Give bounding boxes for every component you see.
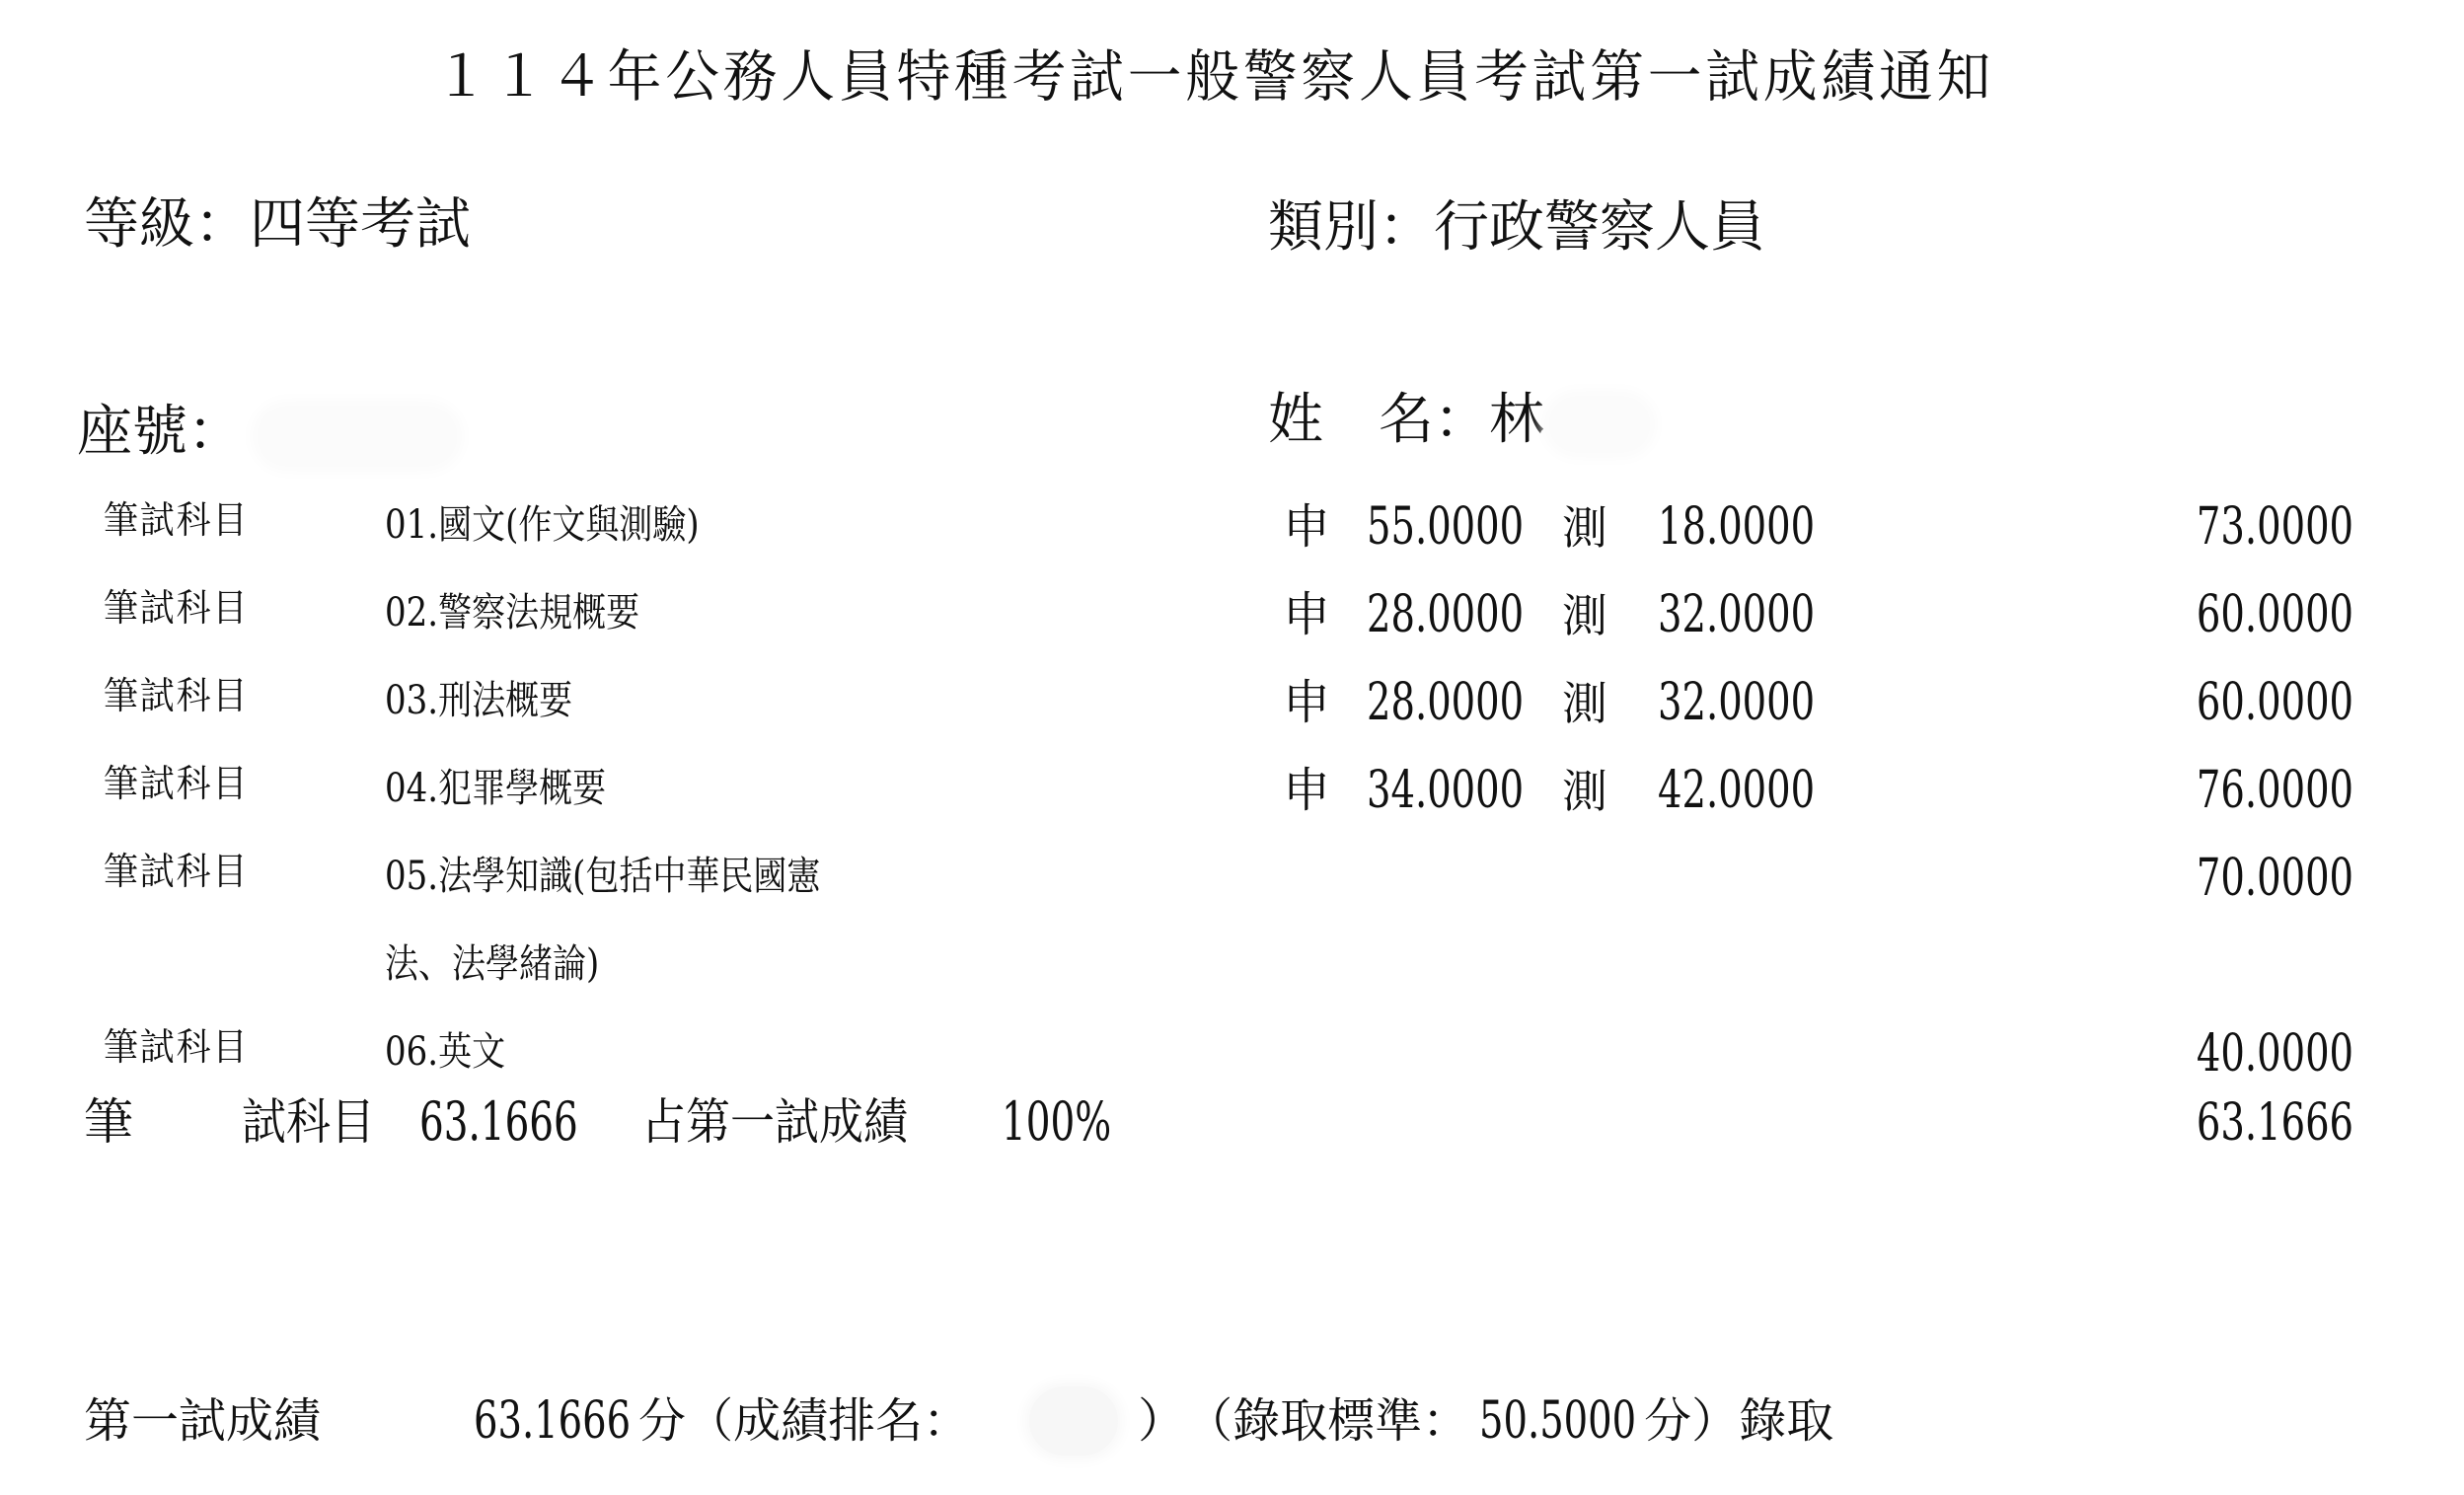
cutoff-open: （錄取標準：: [1185, 1393, 1470, 1449]
essay-prefix: 申: [1283, 675, 1331, 730]
first-stage-label: 第一試成績: [84, 1393, 322, 1449]
exam-level-value: 四等考試: [250, 192, 471, 257]
first-stage-score-unit: 分: [638, 1393, 687, 1449]
exam-level: [84, 192, 471, 257]
seat-number-label: 座號：: [77, 400, 243, 464]
first-stage-score: 63.1666: [474, 1391, 632, 1451]
seat-number: [77, 400, 456, 465]
written-summary-weight: 100%: [1002, 1090, 1112, 1153]
cutoff-score: 50.5000: [1479, 1391, 1637, 1451]
essay-score: 28.0000: [1367, 585, 1525, 644]
candidate-name-value: 林: [1489, 388, 1544, 452]
test-prefix: 測: [1562, 589, 1607, 642]
subject-row-label: 筆試科目: [104, 1025, 250, 1069]
essay-score: 34.0000: [1367, 761, 1525, 820]
cutoff-close: ）: [1691, 1393, 1740, 1449]
subject-name: 02.警察法規概要: [385, 590, 640, 635]
exam-category-value: 行政警察人員: [1434, 195, 1765, 260]
written-summary-average: 63.1666: [419, 1090, 578, 1153]
essay-prefix: 申: [1283, 587, 1331, 642]
cutoff-unit: 分: [1644, 1393, 1692, 1449]
test-score: 32.0000: [1658, 673, 1816, 732]
candidate-name: [1268, 388, 1649, 452]
first-stage-result: [84, 1386, 1833, 1456]
subject-row-label: 筆試科目: [104, 762, 250, 805]
subject-total: 73.0000: [2196, 497, 2353, 557]
test-prefix: 測: [1562, 501, 1607, 555]
subject-name-continuation: 法、法學緒論): [385, 941, 600, 987]
subject-row-label: 筆試科目: [104, 498, 250, 542]
rank-redaction: [1029, 1386, 1118, 1456]
exam-level-label: 等級：: [84, 192, 250, 257]
subject-total: 70.0000: [2196, 849, 2353, 908]
admission-result: 錄取: [1739, 1393, 1834, 1449]
test-prefix: 測: [1562, 677, 1607, 730]
essay-score: 55.0000: [1367, 497, 1525, 557]
subject-name: 03.刑法概要: [385, 678, 573, 723]
subject-row-label: 筆試科目: [104, 586, 250, 630]
subject-total: 76.0000: [2196, 761, 2353, 820]
essay-prefix: 申: [1283, 763, 1331, 818]
seat-number-redaction: [259, 408, 456, 465]
test-score: 42.0000: [1658, 761, 1816, 820]
essay-score: 28.0000: [1367, 673, 1525, 732]
written-summary-label-first: 筆: [84, 1093, 133, 1151]
subject-total: 60.0000: [2196, 673, 2353, 732]
essay-prefix: 申: [1283, 499, 1331, 555]
exam-category: [1268, 195, 1765, 260]
subject-total: 40.0000: [2196, 1024, 2353, 1084]
rank-close: ）: [1138, 1393, 1186, 1449]
exam-category-label: 類別：: [1268, 195, 1434, 260]
written-summary-label: 試科目: [242, 1093, 375, 1151]
document-title: １１４年公務人員特種考試一般警察人員考試第一試成績通知: [434, 44, 1995, 110]
subject-total: 60.0000: [2196, 585, 2353, 644]
test-score: 32.0000: [1658, 585, 1816, 644]
subject-name: 01.國文(作文與測驗): [385, 502, 700, 548]
test-prefix: 測: [1562, 765, 1607, 818]
subject-row-label: 筆試科目: [104, 674, 250, 717]
subject-row-label: 筆試科目: [104, 850, 250, 893]
subject-name: 04.犯罪學概要: [385, 766, 607, 811]
candidate-name-redaction: [1550, 398, 1649, 451]
written-summary-total: 63.1666: [2196, 1093, 2353, 1153]
candidate-name-label: 姓 名：: [1268, 388, 1489, 452]
subject-name: 06.英文: [385, 1029, 506, 1075]
test-score: 18.0000: [1658, 497, 1816, 557]
written-summary-weight-label: 占第一試成績: [641, 1093, 908, 1151]
subject-name: 05.法學知識(包括中華民國憲: [385, 854, 821, 899]
rank-open: （成績排名：: [686, 1393, 971, 1449]
